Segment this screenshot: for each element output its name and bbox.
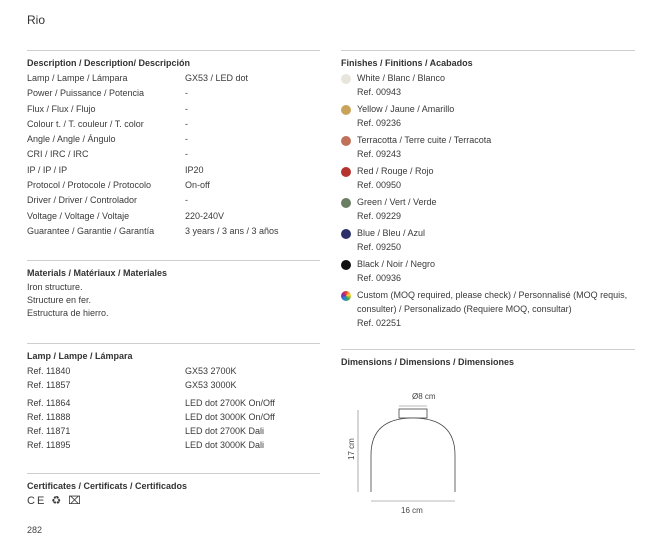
product-title: Rio — [27, 13, 46, 27]
materials-heading: Materials / Matériaux / Materiales — [27, 260, 320, 278]
description-row — [27, 224, 320, 239]
description-row — [27, 193, 320, 208]
description-value: GX53 / LED dot — [185, 73, 249, 83]
finish-ref: Ref. 09229 — [357, 211, 402, 221]
finish-item — [341, 71, 635, 99]
lamp-table — [27, 364, 320, 452]
description-row — [27, 178, 320, 193]
finish-ref: Ref. 09243 — [357, 149, 402, 159]
finish-ref: Ref. 02251 — [357, 318, 402, 328]
finishes-list — [341, 71, 635, 330]
lamp-ref: Ref. 11864 — [27, 398, 71, 408]
description-section — [27, 50, 320, 239]
lamp-row — [27, 410, 320, 424]
finish-ref: Ref. 00950 — [357, 180, 402, 190]
description-value: On-off — [185, 180, 210, 191]
recycle-icon: ♻ — [51, 495, 64, 507]
finish-name: Yellow / Jaune / Amarillo — [357, 104, 455, 114]
finish-swatch-icon — [341, 260, 351, 270]
finishes-section — [341, 50, 635, 333]
description-row — [27, 163, 320, 178]
lamp-row — [27, 424, 320, 438]
description-row — [27, 71, 320, 86]
finish-name: Black / Noir / Negro — [357, 259, 436, 269]
description-key: CRI / IRC / IRC — [27, 149, 89, 160]
description-value: 220-240V — [185, 210, 225, 221]
finish-ref: Ref. 00943 — [357, 87, 402, 97]
ce-mark-icon: CE — [27, 495, 47, 507]
lamp-ref: Ref. 11888 — [27, 412, 71, 422]
materials-text — [27, 281, 320, 320]
finish-item — [341, 195, 635, 223]
description-value: IP20 — [185, 164, 204, 175]
materials-line: Iron structure. — [27, 282, 83, 292]
description-key: Power / Puissance / Potencia — [27, 88, 145, 99]
lamp-section — [27, 343, 320, 452]
materials-line: Estructura de hierro. — [27, 308, 109, 318]
lamp-description: LED dot 3000K On/Off — [185, 412, 275, 422]
finish-item — [341, 257, 635, 285]
certificate-icons — [27, 494, 320, 507]
description-key: Flux / Flux / Flujo — [27, 103, 96, 114]
height-label: 17 cm — [347, 438, 356, 460]
description-key: Lamp / Lampe / Lámpara — [27, 73, 128, 83]
lamp-row — [27, 378, 320, 392]
description-heading: Description / Description/ Descripción — [27, 50, 320, 68]
lamp-description: GX53 2700K — [185, 366, 237, 376]
description-row — [27, 147, 320, 162]
finish-swatch-icon — [341, 167, 351, 177]
finish-name: Terracotta / Terre cuite / Terracota — [357, 135, 492, 145]
description-value: 3 years / 3 ans / 3 años — [185, 225, 279, 236]
finish-swatch-icon — [341, 74, 351, 84]
description-key: Guarantee / Garantie / Garantía — [27, 225, 155, 236]
lamp-shade-outline — [371, 418, 455, 492]
lamp-description: LED dot 2700K Dali — [185, 426, 265, 436]
page-number: 282 — [27, 525, 43, 535]
finish-item — [341, 288, 635, 330]
lamp-ref: Ref. 11840 — [27, 366, 71, 376]
lamp-description: LED dot 3000K Dali — [185, 440, 265, 450]
description-value: - — [185, 134, 188, 145]
description-value: - — [185, 118, 188, 129]
finish-swatch-icon — [341, 229, 351, 239]
lamp-description: LED dot 2700K On/Off — [185, 398, 275, 408]
description-row — [27, 86, 320, 101]
finish-name: Green / Vert / Verde — [357, 197, 437, 207]
description-key: Protocol / Protocole / Protocolo — [27, 180, 152, 191]
lamp-row — [27, 438, 320, 452]
finish-item — [341, 133, 635, 161]
finish-swatch-icon — [341, 291, 351, 301]
width-label: 16 cm — [401, 506, 423, 515]
finish-ref: Ref. 00936 — [357, 273, 402, 283]
description-key: Voltage / Voltage / Voltaje — [27, 210, 130, 221]
lamp-row — [27, 396, 320, 410]
top-diameter-label: Ø8 cm — [412, 392, 436, 401]
materials-line: Structure en fer. — [27, 295, 92, 305]
finish-item — [341, 102, 635, 130]
description-key: IP / IP / IP — [27, 164, 68, 175]
lamp-row — [27, 364, 320, 378]
description-value: - — [185, 103, 188, 114]
description-value: - — [185, 195, 188, 206]
finish-swatch-icon — [341, 105, 351, 115]
finish-name: Red / Rouge / Rojo — [357, 166, 434, 176]
materials-section — [27, 260, 320, 320]
description-row — [27, 209, 320, 224]
lamp-ref: Ref. 11871 — [27, 426, 71, 436]
description-value: - — [185, 88, 188, 99]
dimension-drawing — [341, 370, 635, 520]
dimensions-heading: Dimensions / Dimensions / Dimensiones — [341, 349, 635, 367]
finish-name: White / Blanc / Blanco — [357, 73, 446, 83]
finish-item — [341, 226, 635, 254]
finish-name: Custom (MOQ required, please check) / Personnalisé (MOQ requis, consulter) / Personalizado (Requiere MOQ, consultar) — [357, 290, 628, 314]
description-key: Angle / Angle / Ángulo — [27, 134, 116, 145]
finish-swatch-icon — [341, 136, 351, 146]
lamp-mount — [399, 409, 427, 418]
finish-ref: Ref. 09236 — [357, 118, 402, 128]
description-table — [27, 71, 320, 239]
lamp-heading: Lamp / Lampe / Lámpara — [27, 343, 320, 361]
description-row — [27, 132, 320, 147]
weee-bin-icon: ⌧ — [68, 495, 83, 507]
finish-item — [341, 164, 635, 192]
finish-name: Blue / Bleu / Azul — [357, 228, 426, 238]
finishes-heading: Finishes / Finitions / Acabados — [341, 50, 635, 68]
description-key: Colour t. / T. couleur / T. color — [27, 118, 144, 129]
finish-swatch-icon — [341, 198, 351, 208]
description-value: - — [185, 149, 188, 160]
finish-ref: Ref. 09250 — [357, 242, 402, 252]
description-row — [27, 117, 320, 132]
lamp-ref: Ref. 11857 — [27, 380, 71, 390]
description-key: Driver / Driver / Controlador — [27, 195, 138, 206]
lamp-ref: Ref. 11895 — [27, 440, 71, 450]
certificates-section — [27, 473, 320, 507]
dimensions-section — [341, 349, 635, 525]
description-row — [27, 102, 320, 117]
certificates-heading: Certificates / Certificats / Certificados — [27, 473, 320, 491]
lamp-description: GX53 3000K — [185, 380, 237, 390]
